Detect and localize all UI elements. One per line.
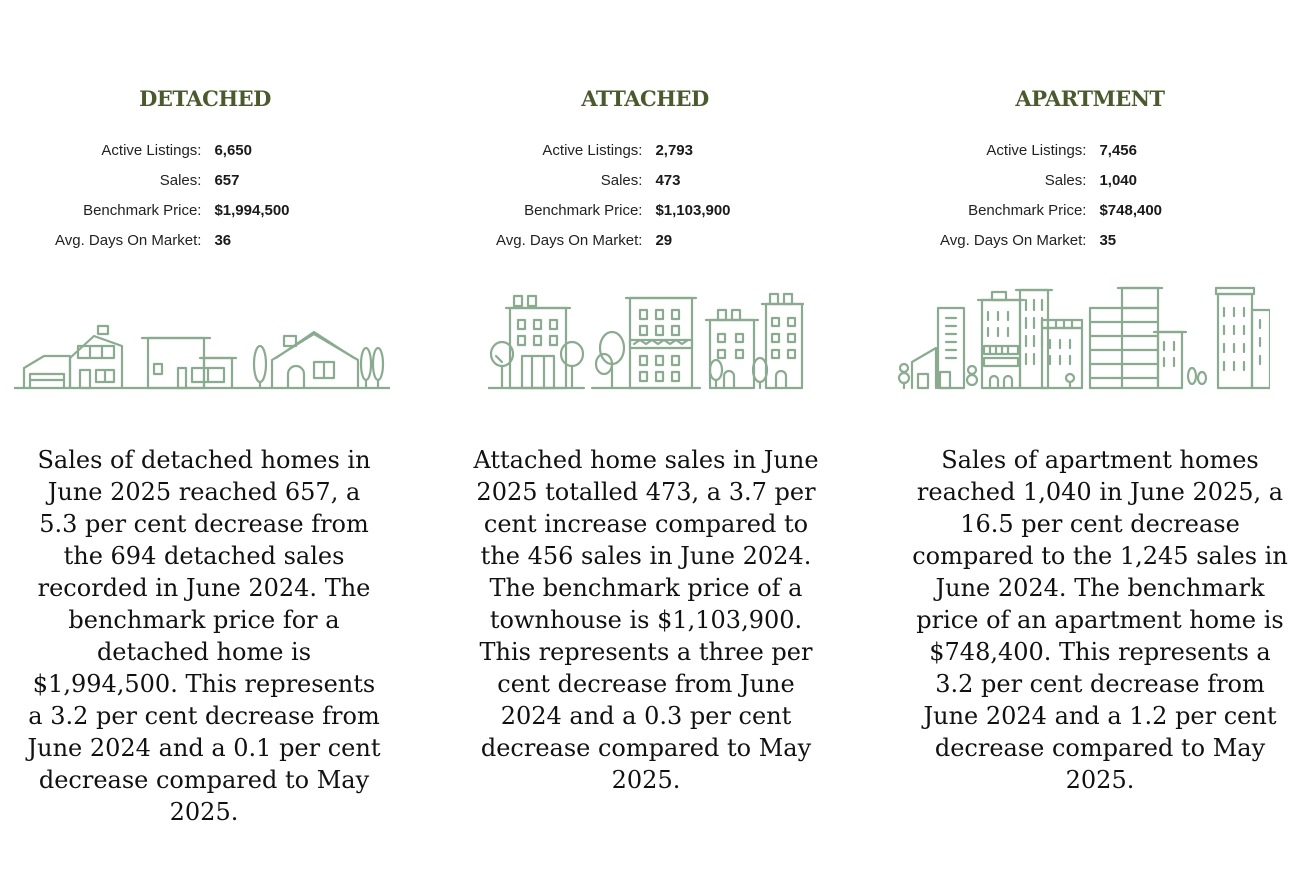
apartment-description: Sales of apartment homes reached 1,040 in June 2025, a 16.5 per cent decrease compared to the 1,245 sales in June 2024. The benchmark price of an apartment home is $748,400. This represents a 3.2 per cent decrease from June 2024 and a 1.2 per cent decrease compared to May 2025.: [912, 446, 1288, 794]
apartment-column: [880, 0, 1290, 888]
detached-stats: [55, 140, 290, 260]
attached-title: ATTACHED: [581, 86, 709, 111]
attached-column: [440, 0, 850, 888]
stat-label: Benchmark Price:: [524, 202, 643, 219]
stat-value: 6,650: [214, 142, 252, 159]
stat-value: 2,793: [655, 142, 693, 159]
stat-value: 657: [214, 172, 240, 189]
stat-value: 1,040: [1099, 172, 1137, 189]
stat-label: Avg. Days On Market:: [55, 232, 202, 249]
stat-label: Avg. Days On Market:: [496, 232, 643, 249]
stat-label: Active Listings:: [542, 142, 643, 159]
attached-stats: [496, 140, 731, 260]
attached-description: Attached home sales in June 2025 totalled 473, a 3.7 per cent increase compared to the 456 sales in June 2024. The benchmark price of a townhouse is $1,103,900. This represents a three per cent decrease from June 2024 and a 0.3 per cent decrease compared to May 2025.: [473, 446, 819, 794]
apartment-title: APARTMENT: [1015, 86, 1165, 111]
detached-title: DETACHED: [139, 86, 271, 111]
stat-value: $1,994,500: [214, 202, 290, 219]
stat-label: Active Listings:: [986, 142, 1087, 159]
stat-label: Sales:: [159, 172, 202, 189]
stat-label: Sales:: [1044, 172, 1087, 189]
stat-label: Benchmark Price:: [83, 202, 202, 219]
stat-value: $748,400: [1099, 202, 1163, 219]
stat-label: Benchmark Price:: [968, 202, 1087, 219]
stat-value: 29: [655, 232, 673, 249]
stat-label: Active Listings:: [101, 142, 202, 159]
stat-value: 35: [1099, 232, 1117, 249]
stat-value: 473: [655, 172, 681, 189]
detached-column: [0, 0, 410, 888]
detached-description: Sales of detached homes in June 2025 reached 657, a 5.3 per cent decrease from the 694 detached sales recorded in June 2024. The benchmark price for a detached home is $1,994,500. This represents a 3.2 per cent decrease from June 2024 and a 0.1 per cent decrease compared to May 2025.: [27, 446, 381, 826]
stat-value: 36: [214, 232, 232, 249]
apartment-stats: [940, 140, 1162, 260]
townhouses-icon: [488, 284, 804, 392]
detached-houses-icon: [14, 284, 390, 392]
stat-value: $1,103,900: [655, 202, 731, 219]
apartment-buildings-icon: [896, 284, 1270, 392]
stat-label: Sales:: [600, 172, 643, 189]
stat-label: Avg. Days On Market:: [940, 232, 1087, 249]
stat-value: 7,456: [1099, 142, 1137, 159]
